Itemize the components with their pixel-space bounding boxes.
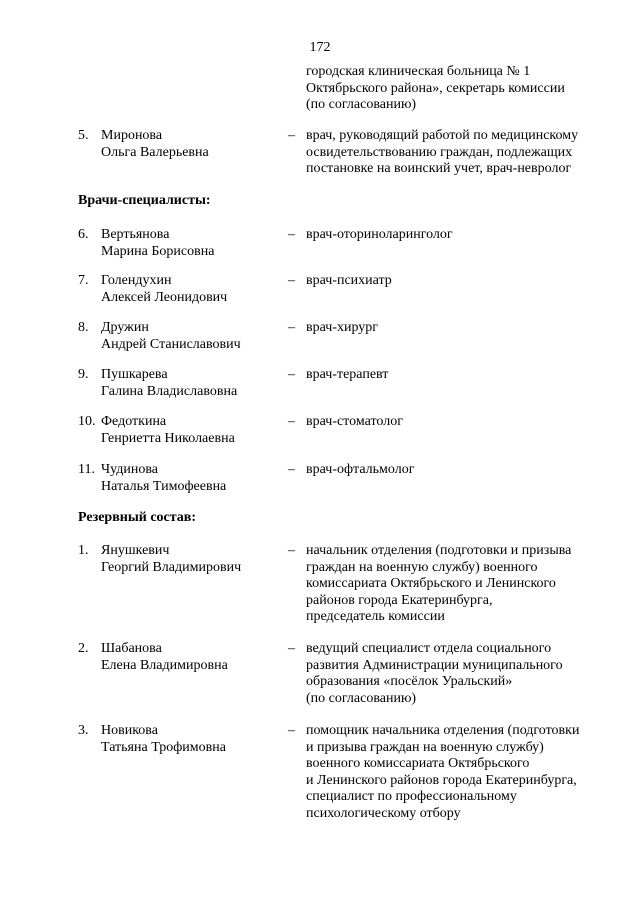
member-given-name: Галина Владиславовна xyxy=(101,383,238,399)
member-name xyxy=(101,723,281,756)
member-surname: Голендухин xyxy=(101,273,172,288)
dash: – xyxy=(288,723,295,738)
role-line: военного комиссариата Октябрьского xyxy=(306,756,530,771)
member-surname: Янушкевич xyxy=(101,543,170,558)
member-role xyxy=(306,128,618,178)
member-given-name: Генриетта Николаевна xyxy=(101,430,235,446)
member-number: 10. xyxy=(78,414,96,429)
member-name xyxy=(101,367,281,400)
continuation-text xyxy=(306,64,618,114)
dash: – xyxy=(288,367,295,382)
member-number: 1. xyxy=(78,543,89,558)
member-surname: Новикова xyxy=(101,723,158,738)
role-line: врач-стоматолог xyxy=(306,414,403,429)
role-line: (по согласованию) xyxy=(306,690,417,706)
member-surname: Миронова xyxy=(101,128,163,143)
member-given-name: Наталья Тимофеевна xyxy=(101,478,227,494)
dash: – xyxy=(288,462,295,477)
text-line: Октябрьского района», секретарь комиссии xyxy=(306,80,565,96)
role-line: и Ленинского районов города Екатеринбурга, xyxy=(306,772,577,788)
role-line: специалист по профессиональному xyxy=(306,789,517,804)
member-number: 5. xyxy=(78,128,89,143)
member-given-name: Георгий Владимирович xyxy=(101,559,242,575)
role-line: председатель комиссии xyxy=(306,609,445,624)
member-number: 11. xyxy=(78,462,95,477)
dash: – xyxy=(288,543,295,558)
member-name xyxy=(101,641,281,674)
text-line: городская клиническая больница № 1 xyxy=(306,64,531,79)
dash: – xyxy=(288,414,295,429)
member-number: 2. xyxy=(78,641,89,656)
role-line: врач, руководящий работой по медицинскому xyxy=(306,128,579,143)
member-role xyxy=(306,367,618,384)
member-surname: Федоткина xyxy=(101,414,167,429)
member-name xyxy=(101,462,281,495)
member-surname: Дружин xyxy=(101,320,149,335)
dash: – xyxy=(288,320,295,335)
member-given-name: Ольга Валерьевна xyxy=(101,144,209,160)
member-number: 6. xyxy=(78,227,89,242)
role-line: образования «посёлок Уральский» xyxy=(306,674,513,689)
dash: – xyxy=(288,227,295,242)
role-line: врач-терапевт xyxy=(306,367,389,382)
member-surname: Шабанова xyxy=(101,641,162,656)
member-name xyxy=(101,273,281,306)
member-name xyxy=(101,543,281,576)
text-line: (по согласованию) xyxy=(306,97,417,112)
member-surname: Пушкарева xyxy=(101,367,168,382)
dash: – xyxy=(288,641,295,656)
member-role xyxy=(306,462,618,479)
member-given-name: Алексей Леонидович xyxy=(101,289,228,305)
role-line: психологическому отбору xyxy=(306,805,461,821)
role-line: начальник отделения (подготовки и призыва xyxy=(306,543,572,558)
role-line: врач-хирург xyxy=(306,320,379,335)
role-line: освидетельствованию граждан, подлежащих xyxy=(306,144,573,160)
role-line: ведущий специалист отдела социального xyxy=(306,641,552,656)
member-given-name: Татьяна Трофимовна xyxy=(101,739,226,755)
role-line: постановке на воинский учет, врач-невролог xyxy=(306,161,572,176)
dash: – xyxy=(288,128,295,143)
member-number: 9. xyxy=(78,367,89,382)
role-line: помощник начальника отделения (подготовки xyxy=(306,723,580,738)
role-line: районов города Екатеринбурга, xyxy=(306,592,493,608)
member-given-name: Марина Борисовна xyxy=(101,243,215,259)
member-name xyxy=(101,414,281,447)
role-line: граждан на военную службу) военного xyxy=(306,559,538,575)
member-number: 8. xyxy=(78,320,89,335)
member-name xyxy=(101,227,281,260)
member-given-name: Андрей Станиславович xyxy=(101,336,241,352)
dash: – xyxy=(288,273,295,288)
member-number: 3. xyxy=(78,723,89,738)
role-line: комиссариата Октябрьского и Ленинского xyxy=(306,576,556,591)
member-surname: Вертьянова xyxy=(101,227,170,242)
member-number: 7. xyxy=(78,273,89,288)
member-role xyxy=(306,723,618,822)
member-role xyxy=(306,543,618,626)
member-name xyxy=(101,128,281,161)
role-line: и призыва граждан на военную службу) xyxy=(306,739,544,755)
role-line: врач-офтальмолог xyxy=(306,462,415,477)
section-heading: Резервный состав: xyxy=(78,510,197,525)
member-role xyxy=(306,320,618,337)
member-surname: Чудинова xyxy=(101,462,158,477)
member-role xyxy=(306,227,618,244)
section-heading: Врачи-специалисты: xyxy=(78,193,211,208)
member-name xyxy=(101,320,281,353)
member-role xyxy=(306,641,618,707)
page-number: 172 xyxy=(309,40,331,55)
member-role xyxy=(306,414,618,431)
role-line: врач-оториноларинголог xyxy=(306,227,453,242)
role-line: развития Администрации муниципального xyxy=(306,657,563,673)
role-line: врач-психиатр xyxy=(306,273,392,288)
member-given-name: Елена Владимировна xyxy=(101,657,228,673)
member-role xyxy=(306,273,618,290)
